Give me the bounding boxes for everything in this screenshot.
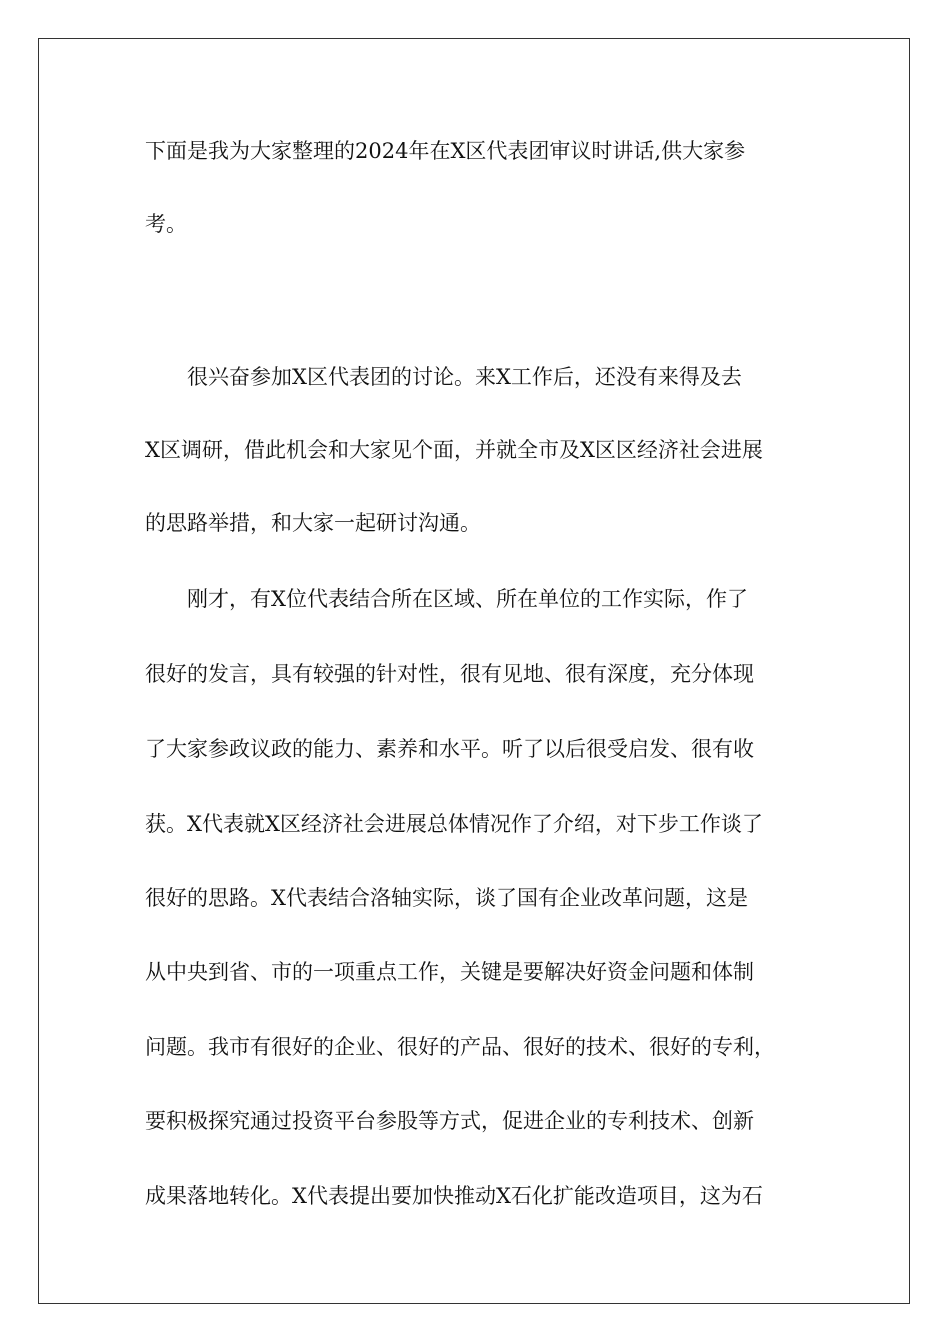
text-line-5: 的思路举措，和大家一起研讨沟通。 bbox=[145, 511, 481, 535]
text-line-12: 问题。我市有很好的企业、很好的产品、很好的技术、很好的专利， bbox=[145, 1035, 775, 1059]
text-line-14: 成果落地转化。X代表提出要加快推动X石化扩能改造项目，这为石 bbox=[145, 1184, 763, 1208]
text-line-11: 从中央到省、市的一项重点工作，关键是要解决好资金问题和体制 bbox=[145, 960, 754, 984]
text-line-8: 了大家参政议政的能力、素养和水平。听了以后很受启发、很有收 bbox=[145, 737, 754, 761]
text-line-13: 要积极探究通过投资平台参股等方式，促进企业的专利技术、创新 bbox=[145, 1109, 754, 1133]
text-line-3: 很兴奋参加X区代表团的讨论。来X工作后，还没有来得及去 bbox=[145, 365, 742, 389]
text-line-10: 很好的思路。X代表结合洛轴实际，谈了国有企业改革问题，这是 bbox=[145, 886, 748, 910]
text-line-6: 刚才，有X位代表结合所在区域、所在单位的工作实际，作了 bbox=[145, 587, 748, 611]
text-line-7: 很好的发言，具有较强的针对性，很有见地、很有深度，充分体现 bbox=[145, 662, 754, 686]
text-line-1: 下面是我为大家整理的2024年在X区代表团审议时讲话,供大家参 bbox=[145, 139, 746, 163]
text-line-2: 考。 bbox=[145, 212, 187, 236]
text-line-4: X区调研，借此机会和大家见个面，并就全市及X区区经济社会进展 bbox=[145, 438, 763, 462]
text-line-9: 获。X代表就X区经济社会进展总体情况作了介绍，对下步工作谈了 bbox=[145, 812, 763, 836]
